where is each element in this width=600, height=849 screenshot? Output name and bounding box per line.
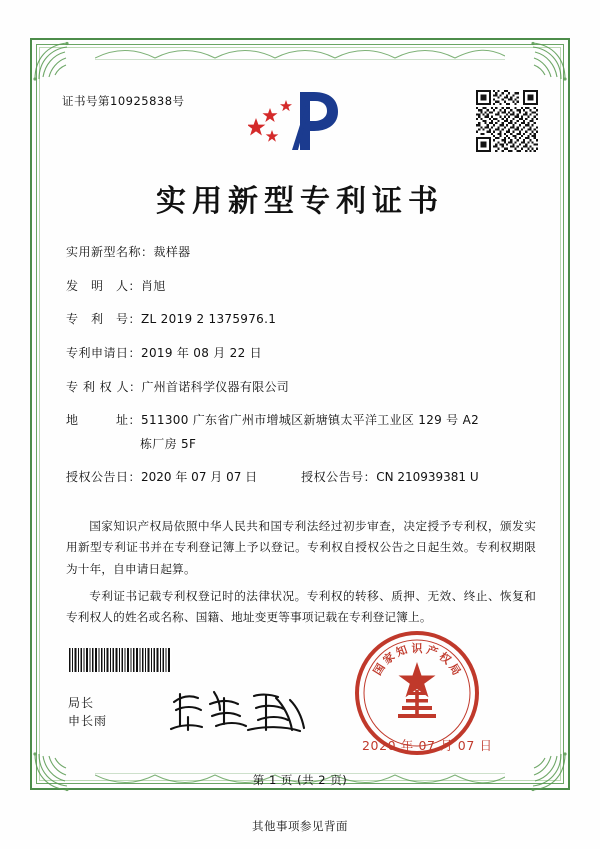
field-label-inventor: 发 明 人： [66, 278, 142, 293]
page-title: 实用新型专利证书 [156, 184, 444, 219]
certificate-number: 证书号第10925838号 [62, 94, 185, 108]
field-value-application-date: 2019 年 08 月 22 日 [141, 346, 262, 361]
field-label-application-date: 专利申请日： [66, 346, 142, 361]
director-handwritten-signature [168, 686, 308, 734]
field-value-patent-number: ZL 2019 2 1375976.1 [141, 312, 277, 327]
field-value-address-line2: 栋厂房 5F [140, 436, 197, 451]
svg-text:国: 国 [370, 661, 388, 678]
svg-text:家: 家 [380, 649, 398, 667]
field-row-patentee [66, 378, 536, 397]
director-name-label: 申长雨 [68, 714, 108, 728]
field-label-patentee: 专 利 权 人： [66, 379, 142, 394]
field-row-inventor [66, 277, 536, 296]
svg-text:权: 权 [436, 649, 454, 667]
grant-number-group [301, 468, 479, 487]
field-value-utility-model-name: 裁样器 [153, 245, 191, 259]
field-row-address [66, 411, 536, 430]
seal-date: 2020 年 07 月 07 日 [362, 738, 493, 753]
legal-paragraph-2 [66, 586, 536, 629]
cnipa-logo-icon [248, 88, 352, 154]
legal-paragraph-2-text: 专利证书记载专利权登记时的法律状况。专利权的转移、质押、无效、终止、恢复和专利权人的姓名或名称、国籍、地址变更等事项记载在专利登记簿上。 [66, 589, 536, 625]
svg-text:局: 局 [446, 661, 464, 678]
director-title-label: 局长 [68, 696, 95, 710]
field-row-grant [66, 468, 536, 487]
field-label-grant-date: 授权公告日： [66, 469, 142, 484]
certificate-fields [66, 243, 536, 502]
qr-code [476, 90, 538, 152]
director-title-block [68, 694, 107, 730]
field-value-grant-number: CN 210939381 U [376, 469, 479, 484]
svg-text:知: 知 [394, 643, 410, 660]
field-label-address: 地 址： [66, 413, 142, 428]
svg-text:识: 识 [411, 642, 423, 655]
field-row-utility-model-name [66, 243, 536, 262]
field-row-patent-number [66, 310, 536, 329]
field-value-address-line1: 511300 广东省广州市增城区新塘镇太平洋工业区 129 号 A2 [141, 413, 480, 428]
ornament-corner-top-left-icon [33, 41, 91, 81]
ornament-corner-top-right-icon [509, 41, 567, 81]
field-row-application-date [66, 344, 536, 363]
legal-paragraph-1-text: 国家知识产权局依照中华人民共和国专利法经过初步审查，决定授予专利权，颁发实用新型专利证书并在专利登记簿上予以登记。专利权自授权公告之日起生效。专利权期限为十年，自申请日起算。 [66, 519, 536, 576]
svg-text:产: 产 [424, 643, 440, 660]
field-label-grant-number: 授权公告号： [301, 469, 377, 484]
ornament-edge-top-icon [95, 46, 505, 60]
field-label-utility-model-name: 实用新型名称： [66, 245, 154, 259]
legal-paragraph-1 [66, 516, 536, 580]
field-value-inventor: 肖旭 [141, 278, 166, 293]
page-number: 第 1 页 (共 2 页) [252, 773, 348, 787]
barcode [68, 648, 172, 672]
field-value-grant-date: 2020 年 07 月 07 日 [141, 469, 258, 484]
field-label-patent-number: 专 利 号： [66, 312, 142, 327]
footer-note: 其他事项参见背面 [252, 819, 348, 833]
field-value-patentee: 广州首诺科学仪器有限公司 [141, 379, 290, 394]
